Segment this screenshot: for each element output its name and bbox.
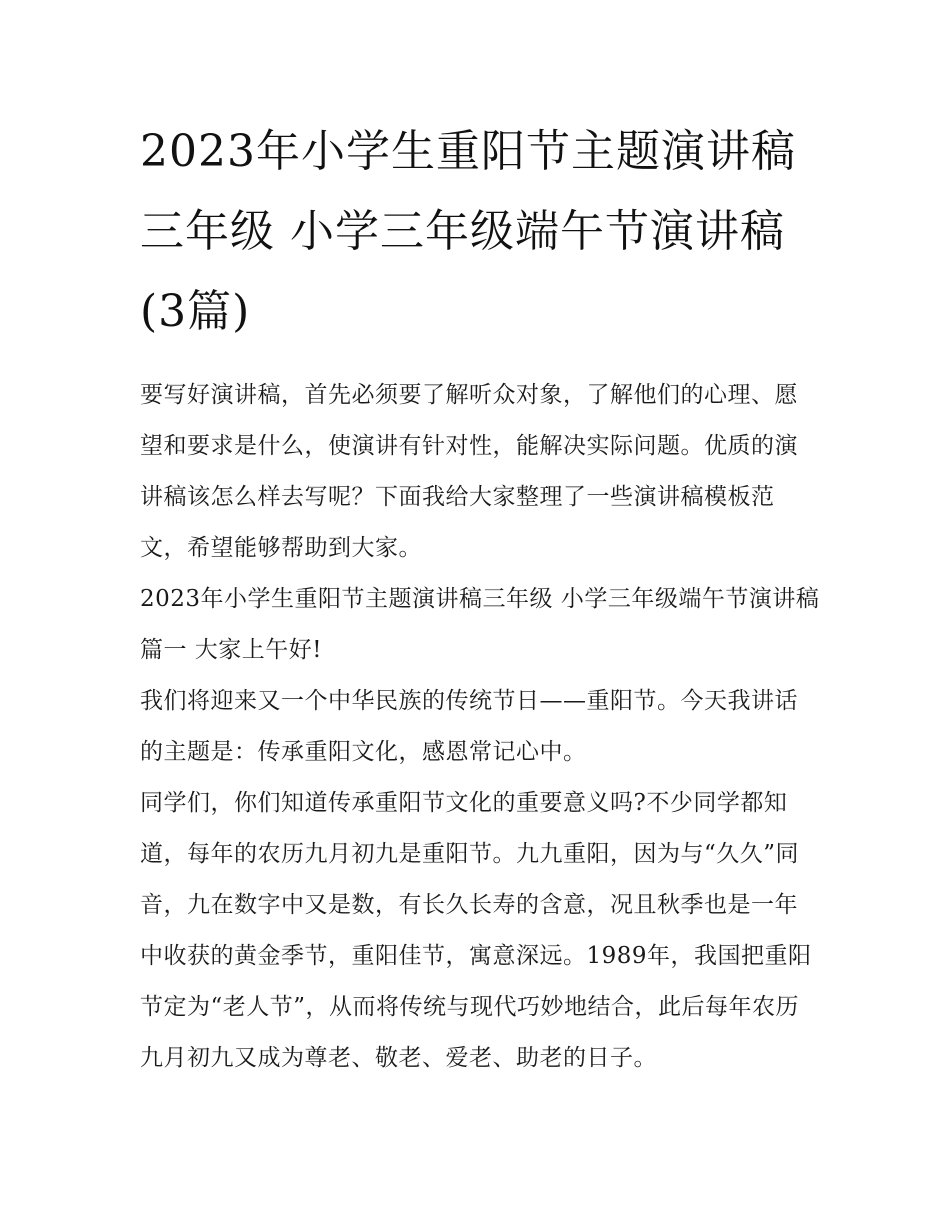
document-page <box>140 112 820 1084</box>
section-heading-paragraph: 2023年小学生重阳节主题演讲稿三年级 小学三年级端午节演讲稿篇一 大家上午好! <box>140 586 820 663</box>
body-paragraph: 我们将迎来又一个中华民族的传统节日——重阳节。今天我讲话的主题是：传承重阳文化，感恩常记心中。 <box>140 688 798 765</box>
intro-paragraph: 要写好演讲稿，首先必须要了解听众对象，了解他们的心理、愿望和要求是什么，使演讲有针对性，能解决实际问题。优质的演讲稿该怎么样去写呢？下面我给大家整理了一些演讲稿模板范文，希望能够帮助到大家。 <box>140 382 798 561</box>
document-body <box>140 370 820 1084</box>
body-paragraph: 同学们，你们知道传承重阳节文化的重要意义吗?不少同学都知道，每年的农历九月初九是重阳节。九九重阳，因为与“久久”同音，九在数字中又是数，有长久长寿的含意，况且秋季也是一年中收获的黄金季节，重阳佳节，寓意深远。1989年，我国把重阳节定为“老人节”，从而将传统与现代巧妙地结合，此后每年农历九月初九又成为尊老、敬老、爱老、助老的日子。 <box>140 790 812 1071</box>
document-title: 2023年小学生重阳节主题演讲稿三年级 小学三年级端午节演讲稿(3篇) <box>140 126 796 337</box>
